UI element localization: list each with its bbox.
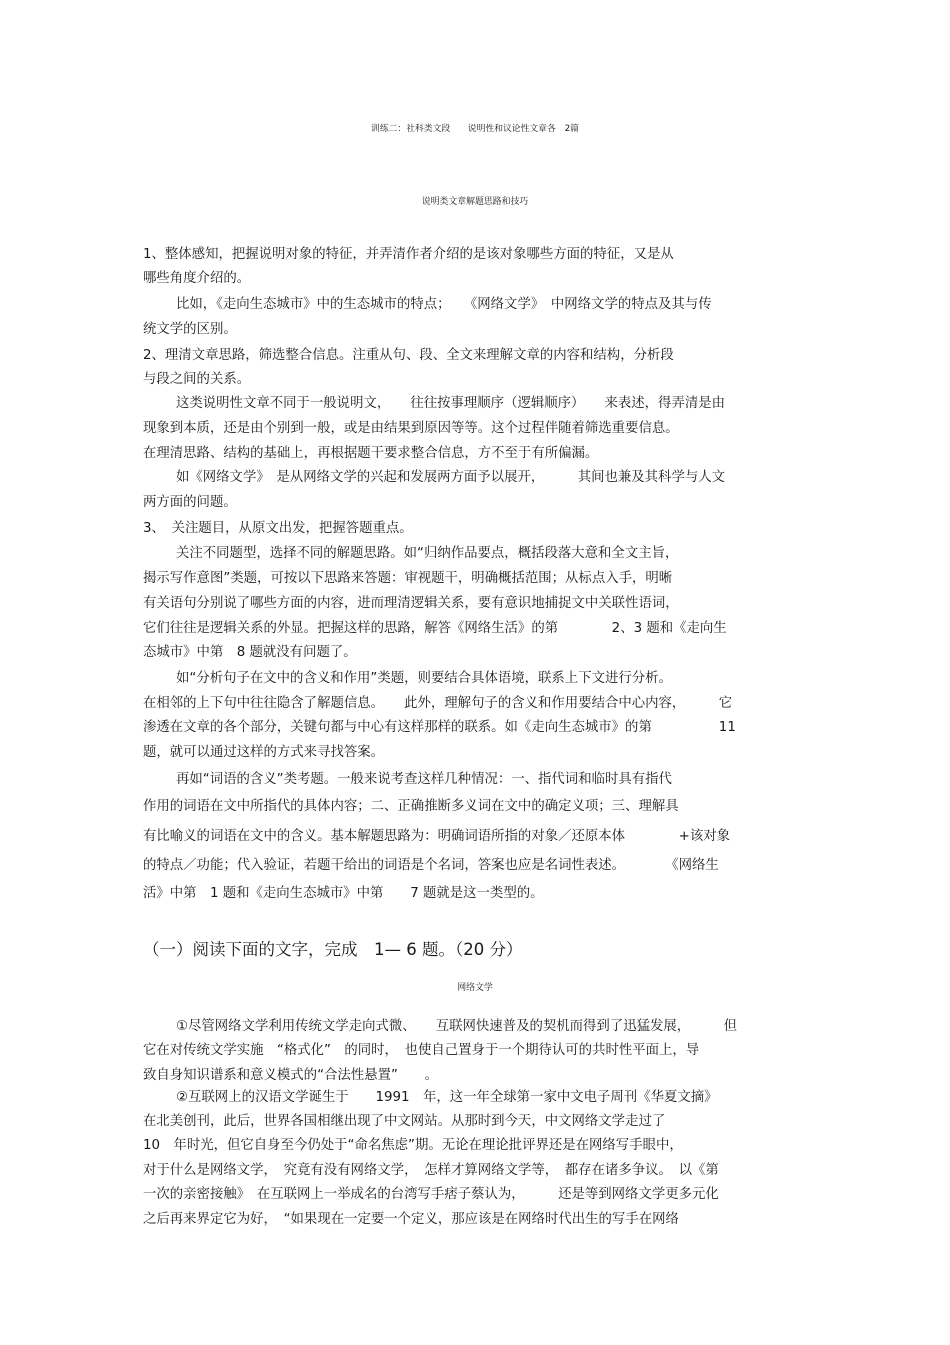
guide-line: 2、理清文章思路，筛选整合信息。注重从句、段、全文来理解文章的内容和结构，分析段 — [143, 348, 674, 363]
guide-line: 如《网络文学》 是从网络文学的兴起和发展两方面予以展开， 其间也兼及其科学与人文 — [176, 470, 726, 485]
article-line: ②互联网上的汉语文学诞生于 1991 年，这一年全球第一家中文电子周刊《华夏文摘》 — [176, 1090, 718, 1105]
guide-line: 3、 关注题目，从原文出发，把握答题重点。 — [143, 521, 413, 536]
guide-line: 关注不同题型，选择不同的解题思路。如“归纳作品要点，概括段落大意和全文主旨， — [176, 546, 679, 561]
guide-line: 有比喻义的词语在文中的含义。基本解题思路为：明确词语所指的对象／还原本体 +该对象 — [143, 829, 731, 844]
guide-line: 现象到本质，还是由个别到一般，或是由结果到原因等等。这个过程伴随着筛选重要信息。 — [143, 421, 679, 436]
guide-line: 活》中第 1 题和《走向生态城市》中第 7 题就是这一类型的。 — [143, 886, 544, 901]
guide-title: 说明类文章解题思路和技巧 — [421, 197, 529, 207]
article-line: 10 年时光，但它自身至今仍处于“命名焦虑”期。无论在理论批评界还是在网络写手眼中， — [143, 1138, 683, 1153]
guide-line: 揭示写作意图”类题，可按以下思路来答题：审视题干，明确概括范围；从标点入手，明晰 — [143, 571, 673, 586]
guide-line: 哪些角度介绍的。 — [143, 271, 251, 286]
guide-line: 题，就可以通过这样的方式来寻找答案。 — [143, 745, 385, 760]
article-line: 致自身知识谱系和意义模式的“合法性悬置” 。 — [143, 1068, 439, 1083]
guide-line: 在相邻的上下句中往往隐含了解题信息。 此外，理解句子的含义和作用要结合中心内容， 它 — [143, 696, 733, 711]
guide-line: 如“分析句子在文中的含义和作用”类题，则要结合具体语境，联系上下文进行分析。 — [176, 671, 672, 686]
guide-line: 统文学的区别。 — [143, 322, 237, 337]
article-line: ①尽管网络文学利用传统文学走向式微、 互联网快速普及的契机而得到了迅猛发展， 但 — [176, 1019, 738, 1034]
article-line: 之后再来界定它为好， “如果现在一定要一个定义，那应该是在网络时代出生的写手在网络 — [143, 1212, 679, 1227]
guide-line: 它们往往是逻辑关系的外显。把握这样的思路，解答《网络生活》的第 2、3 题和《走向生 — [143, 621, 727, 636]
guide-line: 在理清思路、结构的基础上，再根据题干要求整合信息，方不至于有所偏漏。 — [143, 446, 599, 461]
page-header: 训练二：社科类文段 说明性和议论性文章各 2篇 — [371, 124, 579, 134]
guide-line: 再如“词语的含义”类考题。一般来说考查这样几种情况：一、指代词和临时具有指代 — [176, 772, 672, 787]
article-line: 它在对传统文学实施 “格式化” 的同时， 也使自己置身于一个期待认可的共时性平面上，导 — [143, 1043, 700, 1058]
guide-line: 比如，《走向生态城市》中的生态城市的特点； 《网络文学》 中网络文学的特点及其与传 — [176, 297, 712, 312]
guide-line: 有关语句分别说了哪些方面的内容，进而理清逻辑关系，要有意识地捕捉文中关联性语词， — [143, 596, 679, 611]
article-line: 对于什么是网络文学， 究竟有没有网络文学， 怎样才算网络文学等， 都存在诸多争议。 以《第 — [143, 1163, 719, 1178]
article-line: 在北美创刊，此后，世界各国相继出现了中文网站。从那时到今天，中文网络文学走过了 — [143, 1114, 666, 1129]
guide-line: 作用的词语在文中所指代的具体内容；二、正确推断多义词在文中的确定义项；三、理解具 — [143, 799, 679, 814]
guide-line: 1、整体感知，把握说明对象的特征，并弄清作者介绍的是该对象哪些方面的特征，又是从 — [143, 247, 674, 262]
guide-line: 渗透在文章的各个部分，关键句都与中心有这样那样的联系。如《走向生态城市》的第 11 — [143, 720, 736, 735]
guide-line: 态城市》中第 8 题就没有问题了。 — [143, 645, 357, 660]
guide-line: 与段之间的关系。 — [143, 372, 251, 387]
section-heading: （一）阅读下面的文字，完成 1— 6 题。（20 分） — [143, 940, 523, 959]
guide-line: 的特点／功能；代入验证，若题干给出的词语是个名词，答案也应是名词性表述。 《网络生 — [143, 858, 719, 873]
article-line: 一次的亲密接触》 在互联网上一举成名的台湾写手痞子蔡认为， 还是等到网络文学更多元化 — [143, 1187, 719, 1202]
article-title: 网络文学 — [457, 983, 493, 993]
guide-line: 这类说明性文章不同于一般说明文， 往往按事理顺序（逻辑顺序） 来表述，得弄清是由 — [176, 396, 726, 411]
guide-line: 两方面的问题。 — [143, 495, 237, 510]
